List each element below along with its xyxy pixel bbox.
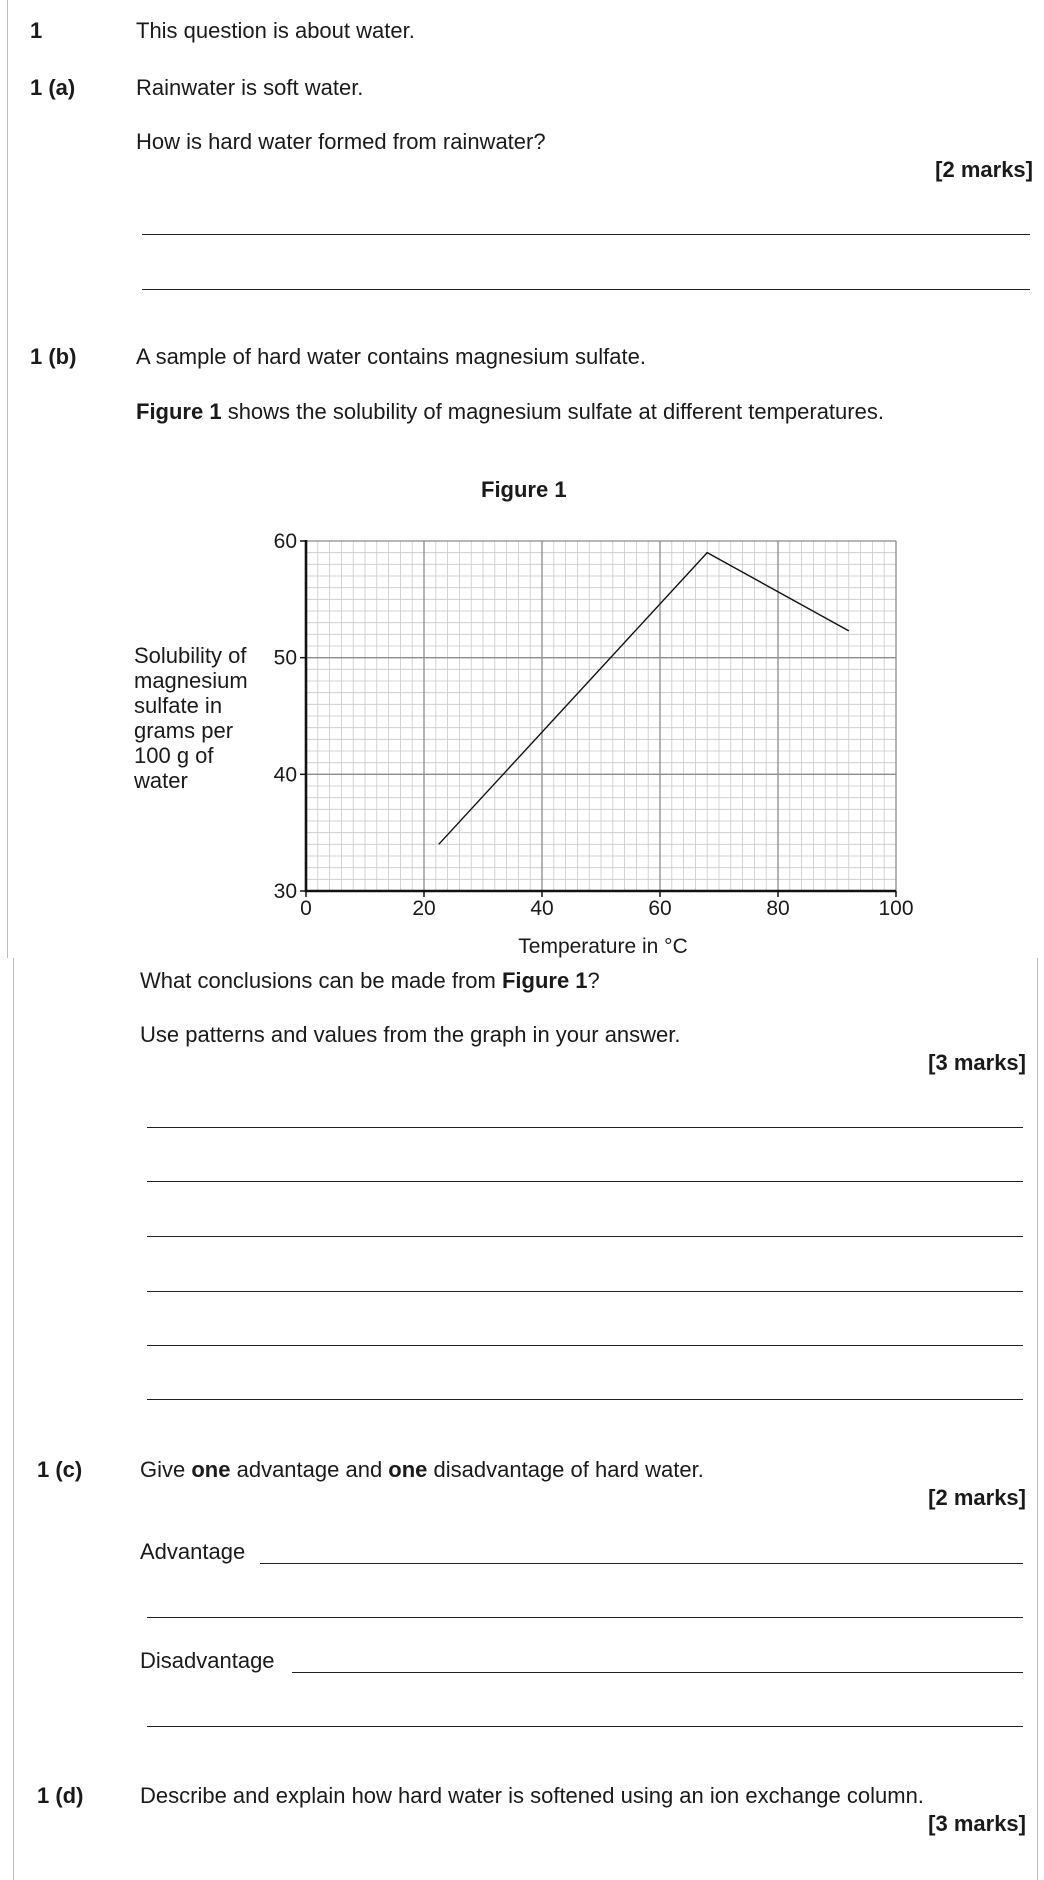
part-d-question: Describe and explain how hard water is softened using an ion exchange column. <box>140 1783 924 1808</box>
part-c-bold-one-second: one <box>388 1457 428 1482</box>
x-tick-label: 0 <box>300 897 312 920</box>
part-a-label: 1 (a) <box>30 75 76 100</box>
advantage-answer-line[interactable] <box>260 1563 1023 1564</box>
advantage-label: Advantage <box>140 1539 246 1564</box>
part-c-text-mid: advantage and <box>230 1457 389 1482</box>
answer-line[interactable] <box>147 1345 1023 1346</box>
part-c-question <box>140 1457 704 1483</box>
part-c-bold-one: one <box>191 1457 231 1482</box>
disadvantage-answer-line[interactable] <box>292 1672 1023 1673</box>
part-c-marks: [2 marks] <box>928 1485 1026 1510</box>
chart-y-axis-label-line: water <box>134 768 188 793</box>
part-b-marks: [3 marks] <box>928 1050 1026 1075</box>
page-border-left-lower <box>13 958 14 1880</box>
x-tick-label: 100 <box>878 897 914 920</box>
part-a-question: How is hard water formed from rainwater? <box>136 129 546 154</box>
series-line-solubility <box>439 553 849 845</box>
answer-line[interactable] <box>147 1127 1023 1128</box>
figure-reference-text: shows the solubility of magnesium sulfate at different temperatures. <box>221 399 884 424</box>
chart-y-axis-label-line: grams per <box>134 718 234 743</box>
question-intro: This question is about water. <box>136 18 415 43</box>
part-b-question-bold: Figure 1 <box>501 968 588 993</box>
chart-ticks <box>274 530 914 920</box>
part-c-text: Give <box>140 1457 192 1482</box>
answer-line[interactable] <box>147 1181 1023 1182</box>
part-b-question <box>140 968 600 994</box>
part-b-label: 1 (b) <box>30 344 77 369</box>
x-tick-label: 80 <box>766 897 790 920</box>
chart-title: Figure 1 <box>481 477 567 502</box>
chart-y-axis-label-line: 100 g of <box>134 743 214 768</box>
part-b-question-end: ? <box>587 968 600 993</box>
answer-line[interactable] <box>147 1291 1023 1292</box>
part-b-statement: A sample of hard water contains magnesium sulfate. <box>136 344 646 369</box>
chart-y-axis-label-line: Solubility of <box>134 643 247 668</box>
answer-line[interactable] <box>147 1399 1023 1400</box>
part-d-label: 1 (d) <box>37 1783 84 1808</box>
part-b-instruction: Use patterns and values from the graph in your answer. <box>140 1022 681 1047</box>
part-b-question-text: What conclusions can be made from <box>140 968 502 993</box>
chart-series <box>439 553 849 845</box>
answer-line[interactable] <box>147 1617 1023 1618</box>
answer-line[interactable] <box>147 1236 1023 1237</box>
y-tick-label: 30 <box>273 880 297 903</box>
y-tick-label: 50 <box>273 646 297 670</box>
disadvantage-label: Disadvantage <box>140 1648 275 1673</box>
y-tick-label: 60 <box>273 530 297 553</box>
chart-y-axis-label-line: sulfate in <box>134 693 223 718</box>
page-border-right-lower <box>1037 958 1038 1880</box>
figure-reference-bold: Figure 1 <box>136 399 222 424</box>
x-tick-label: 60 <box>648 897 672 920</box>
answer-line[interactable] <box>147 1726 1023 1727</box>
part-d-marks: [3 marks] <box>928 1811 1026 1836</box>
part-a-marks: [2 marks] <box>935 157 1033 182</box>
x-tick-label: 20 <box>412 897 436 920</box>
part-c-text-end: disadvantage of hard water. <box>427 1457 704 1482</box>
chart-y-axis-label-line: magnesium <box>134 668 248 693</box>
part-c-label: 1 (c) <box>37 1457 83 1482</box>
x-tick-label: 40 <box>530 897 554 920</box>
y-tick-label: 40 <box>273 763 297 787</box>
question-number: 1 <box>30 18 43 43</box>
chart-x-axis-label: Temperature in °C <box>518 935 688 958</box>
part-a-statement: Rainwater is soft water. <box>136 75 364 100</box>
chart-grid-minor <box>306 541 896 891</box>
